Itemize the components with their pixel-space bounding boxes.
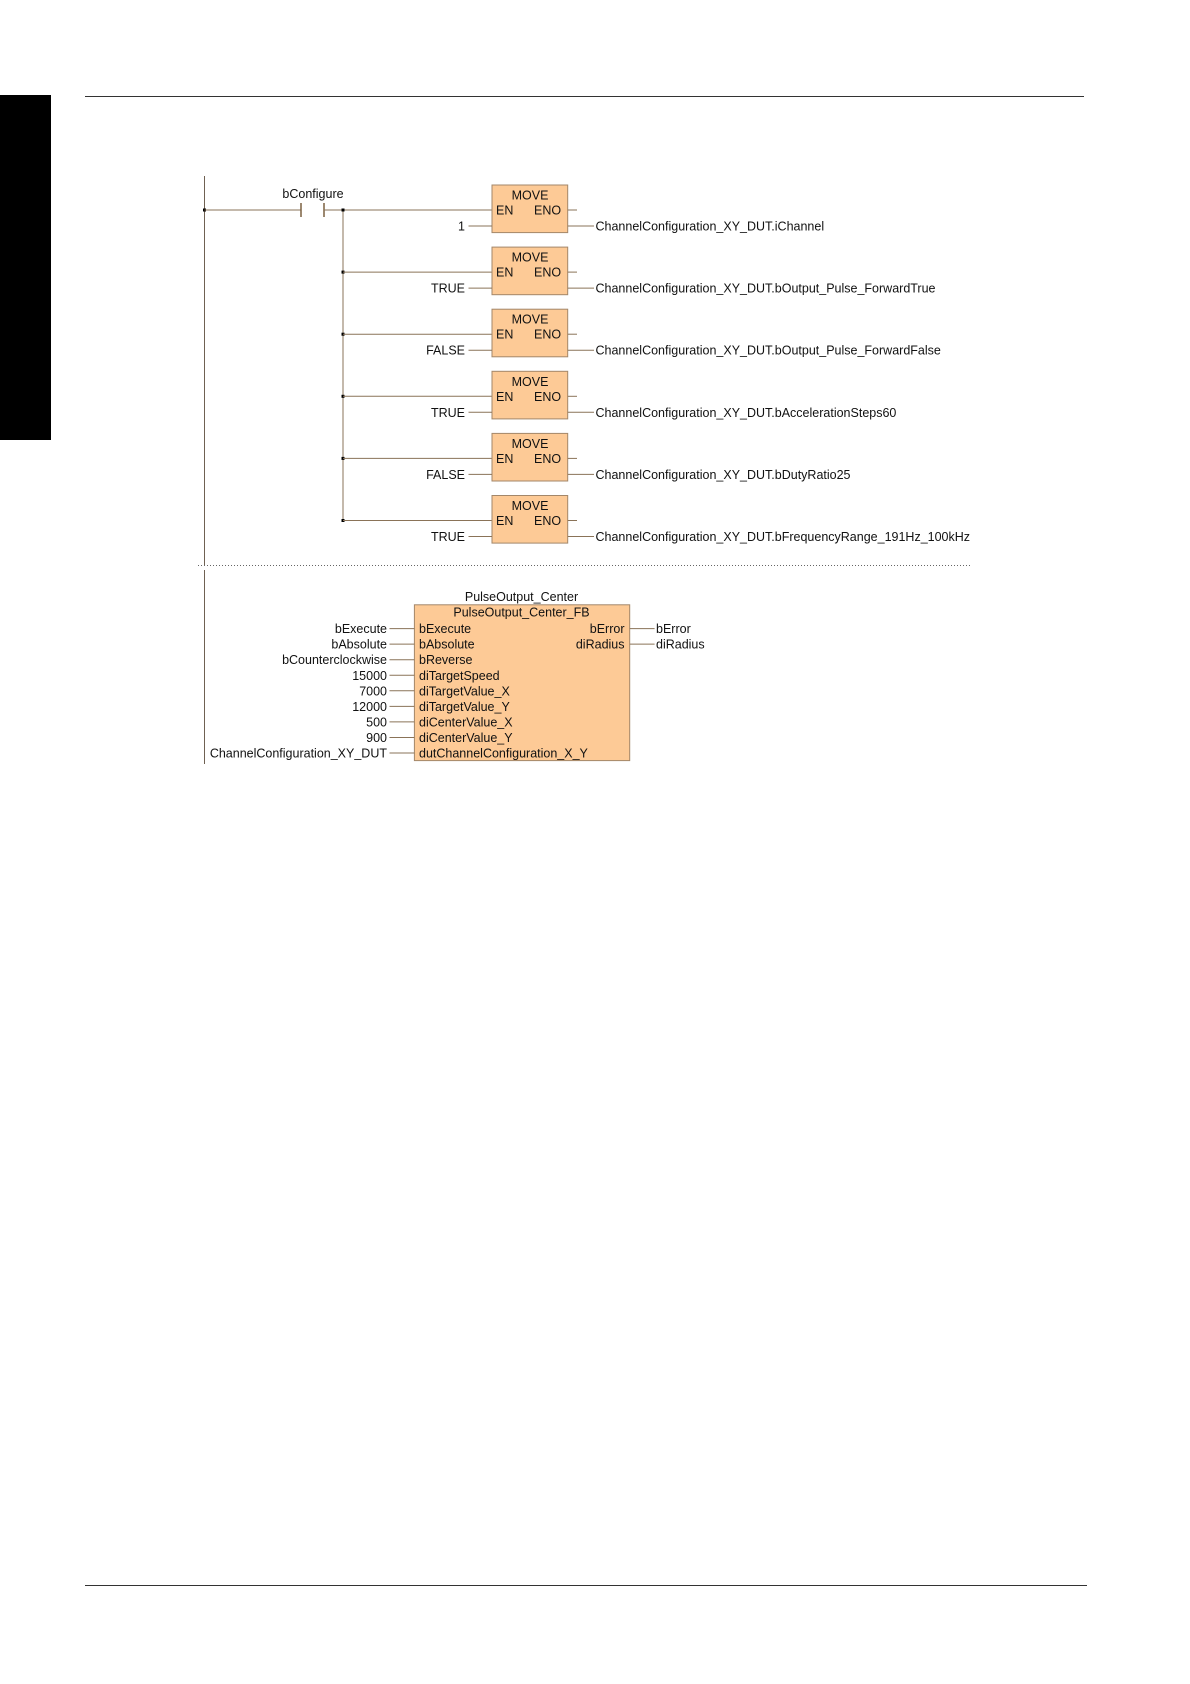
contact-bconfigure xyxy=(282,187,343,217)
fb-input-pin: diTargetValue_X xyxy=(419,684,510,699)
eno-pin-label: ENO xyxy=(534,265,562,280)
fb-input-value: 15000 xyxy=(352,668,387,683)
move-output-variable: ChannelConfiguration_XY_DUT.bAccelerationSteps60 xyxy=(595,405,897,420)
fb-instance-name: PulseOutput_Center xyxy=(464,590,579,604)
en-pin-label: EN xyxy=(496,265,514,280)
eno-pin-label: ENO xyxy=(534,389,562,404)
eno-pin-label: ENO xyxy=(534,327,562,342)
eno-pin-label: ENO xyxy=(534,203,562,218)
move-input-value: TRUE xyxy=(430,530,465,544)
fb-input-pin: bReverse xyxy=(419,653,473,668)
move-output-variable: ChannelConfiguration_XY_DUT.iChannel xyxy=(595,219,825,234)
move-block xyxy=(431,247,936,296)
eno-pin-label: ENO xyxy=(534,451,562,466)
move-block xyxy=(458,185,824,234)
fb-output-variable: diRadius xyxy=(656,637,705,652)
en-pin-label: EN xyxy=(496,514,514,528)
en-pin-label: EN xyxy=(496,327,514,342)
move-output-variable: ChannelConfiguration_XY_DUT.bOutput_Pulse_ForwardTrue xyxy=(595,281,936,296)
fb-input-value: 7000 xyxy=(359,684,387,699)
fb-input-value: bExecute xyxy=(334,622,387,637)
fb-input-pin: diTargetSpeed xyxy=(419,668,500,683)
move-input-value: FALSE xyxy=(426,467,465,482)
en-pin-label: EN xyxy=(496,203,514,218)
contact-label: bConfigure xyxy=(282,187,344,201)
move-block xyxy=(431,496,970,545)
move-input-value: 1 xyxy=(458,219,465,234)
move-output-variable: ChannelConfiguration_XY_DUT.bDutyRatio25 xyxy=(595,467,851,482)
eno-pin-label: ENO xyxy=(534,514,562,528)
branch-junction-dot xyxy=(342,209,345,212)
move-block xyxy=(431,371,896,420)
function-block-pulseoutput-center xyxy=(210,590,705,761)
fb-input-pin: diCenterValue_X xyxy=(419,715,513,730)
en-pin-label: EN xyxy=(496,451,514,466)
fb-output-pin: diRadius xyxy=(575,637,625,652)
network-1 xyxy=(203,176,970,565)
move-output-variable: ChannelConfiguration_XY_DUT.bFrequencyRange_191Hz_100kHz xyxy=(595,530,971,544)
fb-input-pin: diTargetValue_Y xyxy=(419,699,510,714)
fb-input-value: bCounterclockwise xyxy=(282,653,387,668)
move-block-title: MOVE xyxy=(511,499,549,513)
move-input-value: FALSE xyxy=(426,343,465,358)
move-block-title: MOVE xyxy=(511,188,549,203)
move-block-title: MOVE xyxy=(511,374,549,389)
fb-input-pin: bExecute xyxy=(419,622,472,637)
move-input-value: TRUE xyxy=(430,405,465,420)
move-output-variable: ChannelConfiguration_XY_DUT.bOutput_Pulse_ForwardFalse xyxy=(595,343,941,358)
network-2 xyxy=(205,570,705,764)
fb-input-value: 12000 xyxy=(352,699,387,714)
move-block-title: MOVE xyxy=(511,436,549,451)
fb-type-name: PulseOutput_Center_FB xyxy=(453,605,590,620)
fb-input-pin: diCenterValue_Y xyxy=(419,730,513,745)
move-block-title: MOVE xyxy=(511,312,549,327)
fb-input-value: bAbsolute xyxy=(331,637,387,652)
fb-input-pin: bAbsolute xyxy=(419,637,475,652)
move-block xyxy=(426,433,850,482)
move-block-title: MOVE xyxy=(511,250,549,265)
fb-input-value: 500 xyxy=(366,715,387,730)
fb-output-variable: bError xyxy=(656,622,691,637)
move-block xyxy=(426,309,941,358)
fb-input-pin: dutChannelConfiguration_X_Y xyxy=(419,746,588,761)
fb-input-value: ChannelConfiguration_XY_DUT xyxy=(209,746,387,761)
en-pin-label: EN xyxy=(496,389,514,404)
move-input-value: TRUE xyxy=(430,281,465,296)
fb-input-value: 900 xyxy=(366,730,387,745)
fb-output-pin: bError xyxy=(589,622,625,637)
